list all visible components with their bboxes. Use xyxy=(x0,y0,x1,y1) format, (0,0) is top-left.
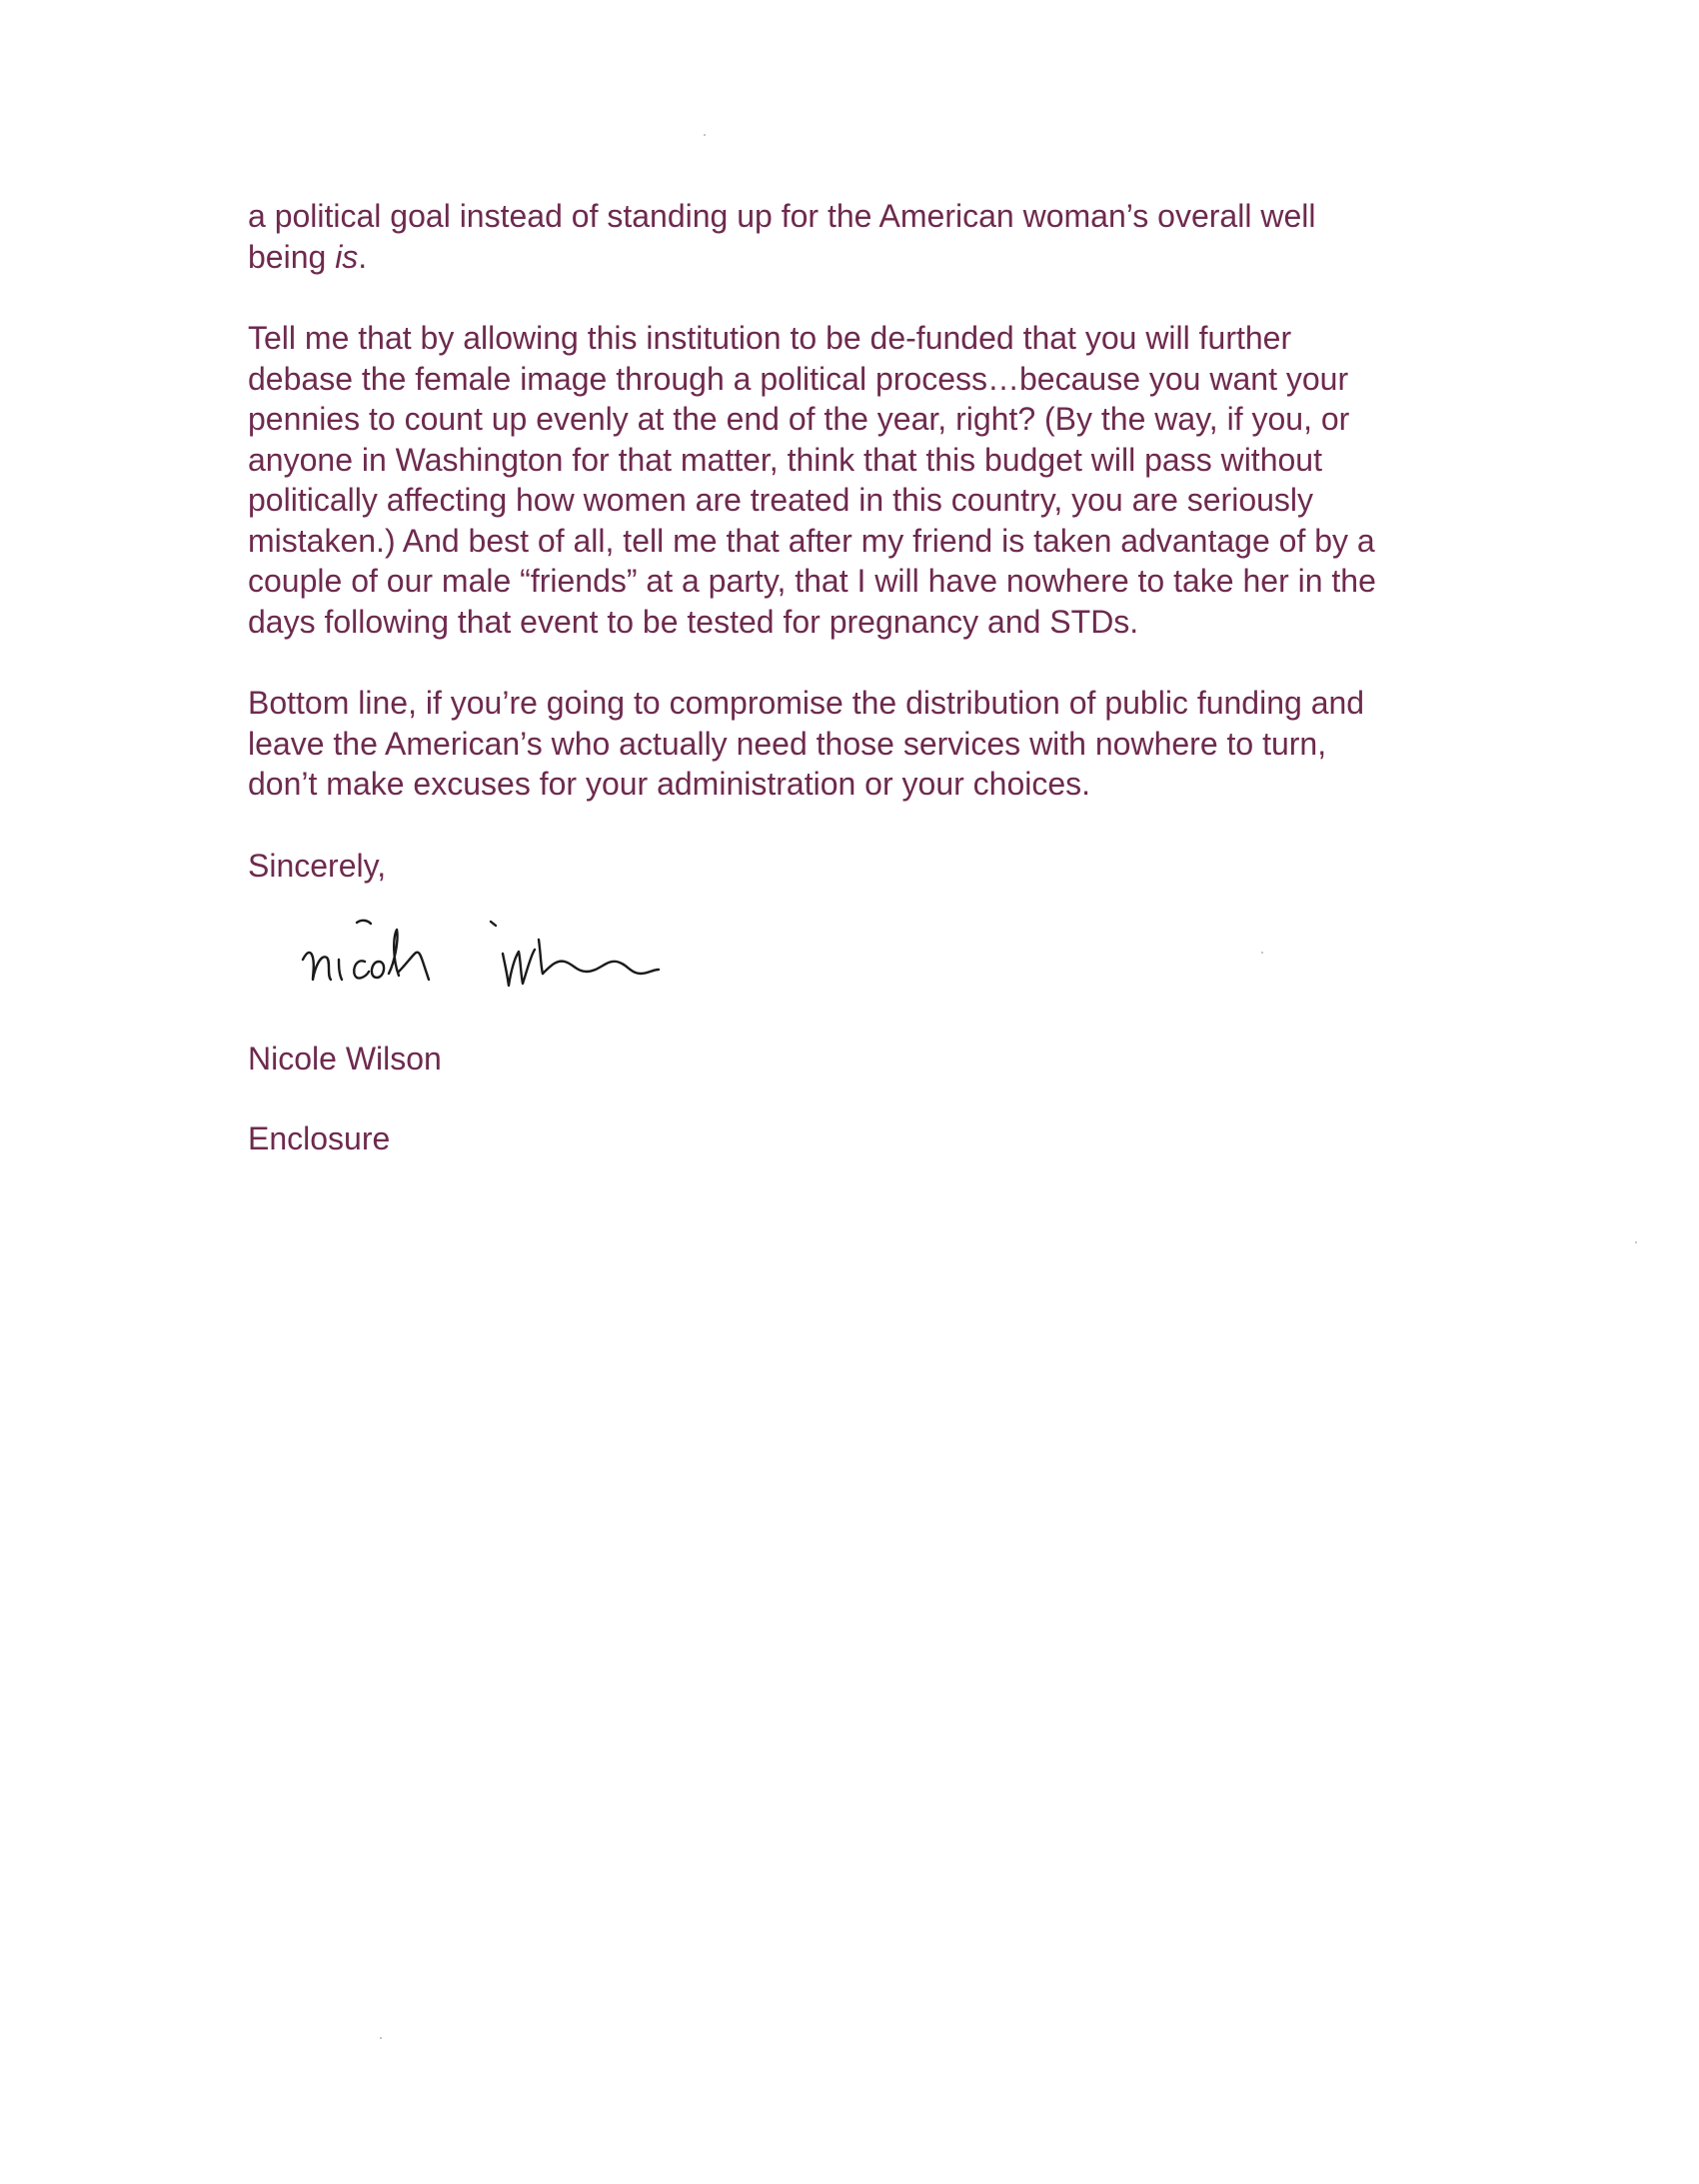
emphasized-word: is xyxy=(335,238,359,275)
letter-paragraph xyxy=(248,196,1467,277)
enclosure-note: Enclosure xyxy=(248,1120,391,1156)
scan-speck xyxy=(1261,952,1263,954)
letter-line: Bottom line, if you’re going to compromise the distribution of public funding and xyxy=(248,685,1365,721)
scan-speck xyxy=(704,134,706,136)
letter-line-emphasis: being is. xyxy=(248,238,368,275)
letter-paragraph xyxy=(248,683,1467,805)
letter-line: don’t make excuses for your administration or your choices. xyxy=(248,766,1091,802)
letter-line: mistaken.) And best of all, tell me that after my friend is taken advantage of by a xyxy=(248,522,1375,559)
letter-line: anyone in Washington for that matter, think that this budget will pass without xyxy=(248,441,1322,478)
handwritten-signature xyxy=(295,900,715,1010)
letter-line: days following that event to be tested for pregnancy and STDs. xyxy=(248,603,1139,640)
letter-paragraph xyxy=(248,318,1467,642)
closing-salutation: Sincerely, xyxy=(248,847,387,884)
letter-line: a political goal instead of standing up for the American woman’s overall well xyxy=(248,198,1316,234)
signer-name: Nicole Wilson xyxy=(248,1041,442,1077)
letter-line: couple of our male “friends” at a party, that I will have nowhere to take her in the xyxy=(248,563,1376,599)
scan-speck xyxy=(1635,1241,1637,1243)
scan-speck xyxy=(380,2037,382,2039)
letter-body xyxy=(248,196,1467,886)
letter-line: pennies to count up evenly at the end of the year, right? (By the way, if you, or xyxy=(248,401,1350,437)
letter-line: Tell me that by allowing this institution to be de-funded that you will further xyxy=(248,320,1292,356)
letter-line: leave the American’s who actually need those services with nowhere to turn, xyxy=(248,725,1327,762)
letter-line: politically affecting how women are treated in this country, you are seriously xyxy=(248,482,1314,518)
letter-line: debase the female image through a political process…because you want your xyxy=(248,360,1349,397)
